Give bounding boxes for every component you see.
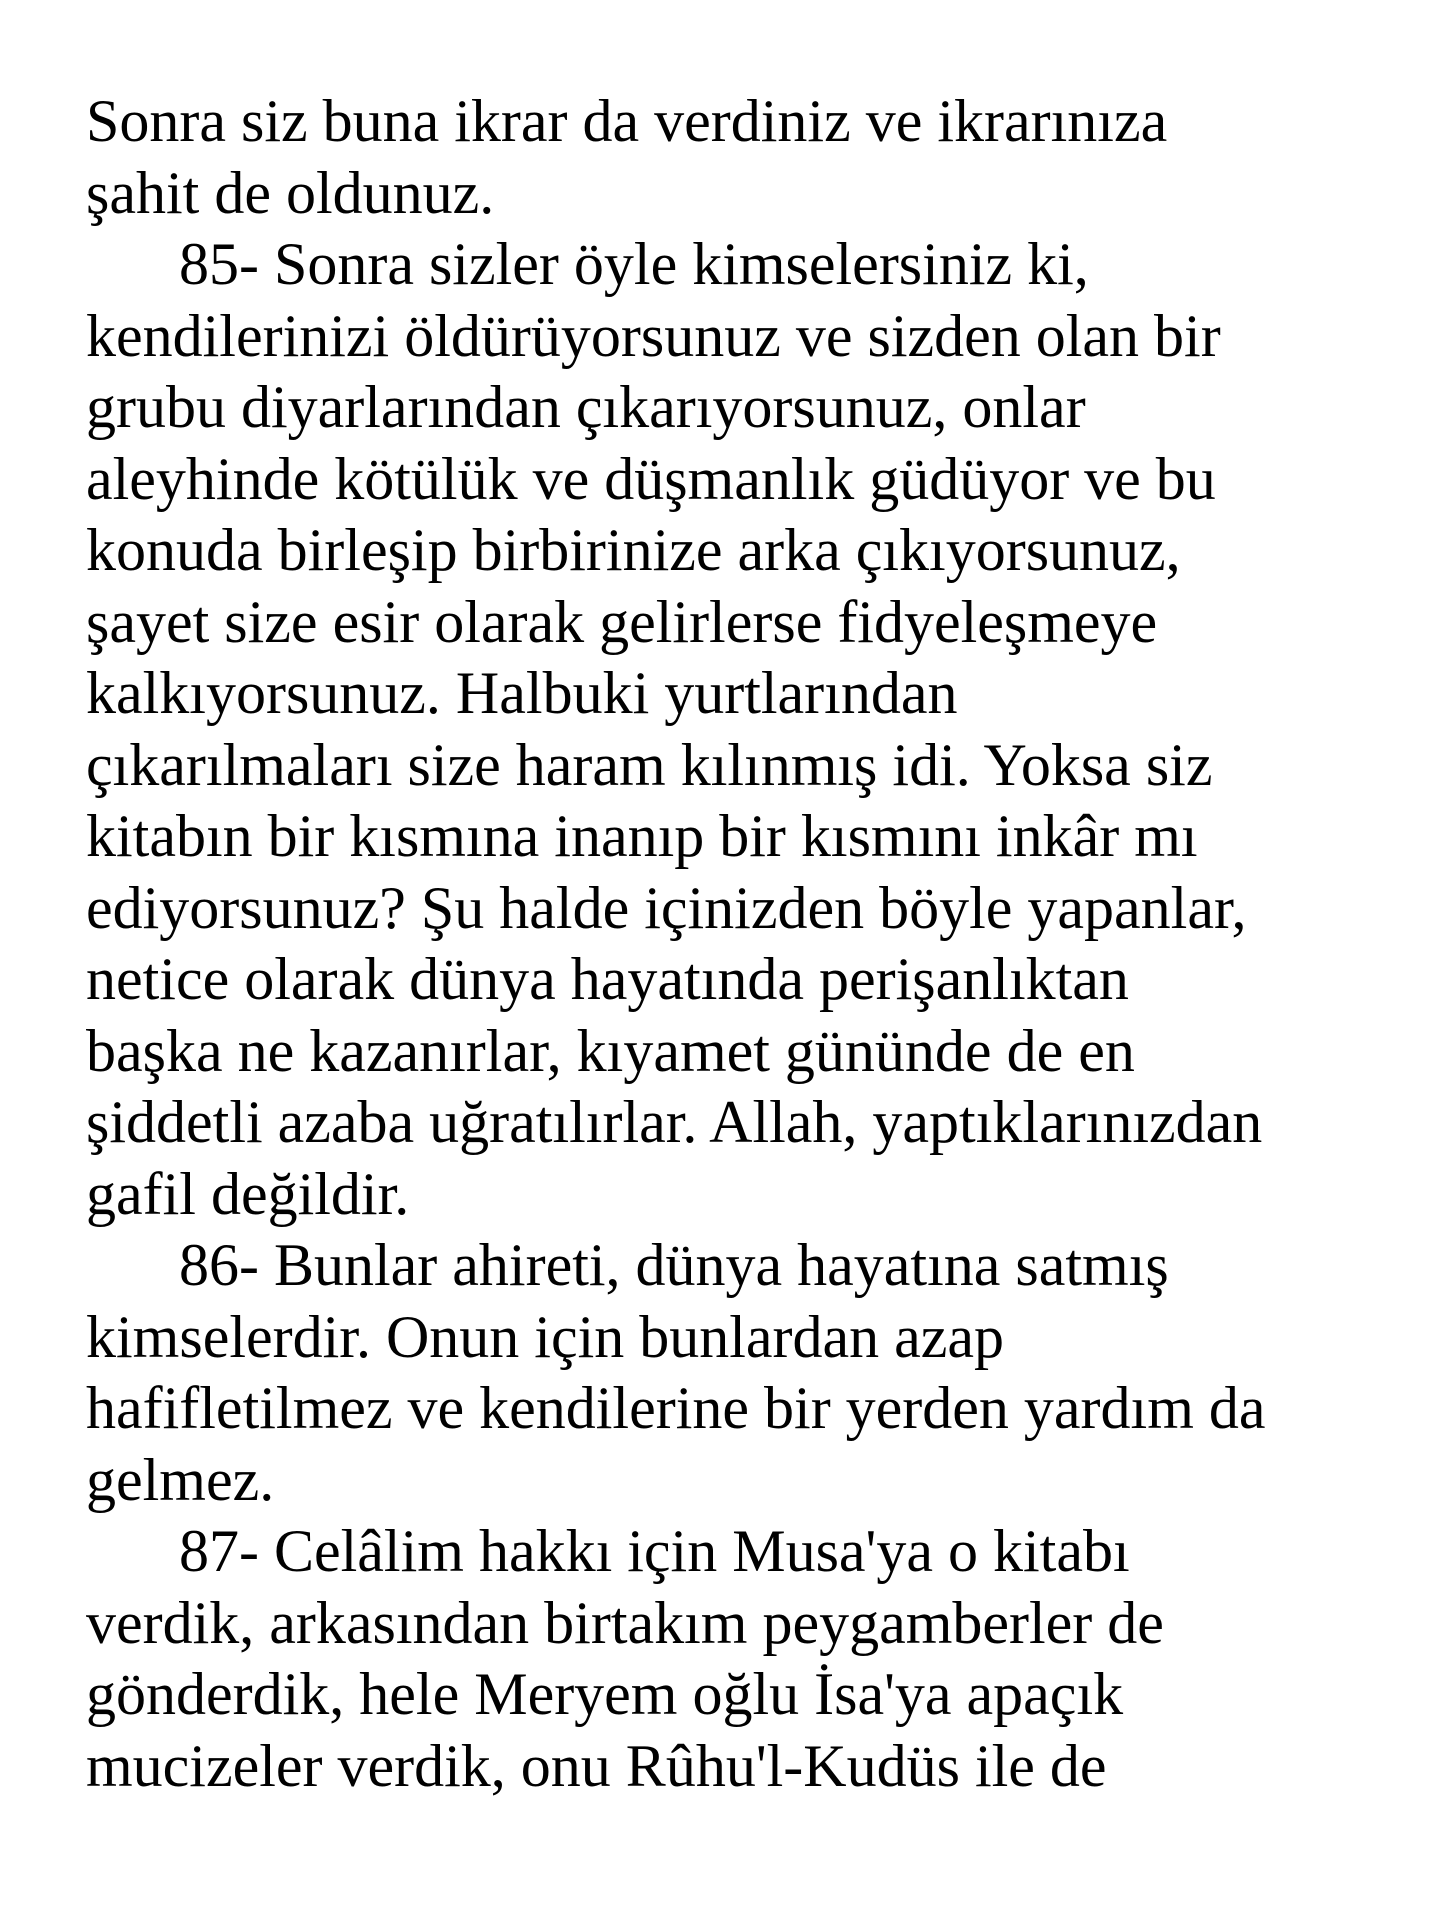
- text-line: gafil değildir.: [86, 1160, 410, 1227]
- text-line: kimselerdir. Onun için bunlardan azap: [86, 1303, 1005, 1370]
- text-line: mucizeler verdik, onu Rûhu'l-Kudüs ile de: [86, 1732, 1107, 1799]
- text-line: aleyhinde kötülük ve düşmanlık güdüyor ve bu: [86, 445, 1216, 512]
- text-line: çıkarılmaları size haram kılınmış idi. Yoksa siz: [86, 731, 1213, 798]
- text-line: gelmez.: [86, 1446, 275, 1513]
- verse-86-start: 86- Bunlar ahireti, dünya hayatına satmış: [179, 1232, 1169, 1298]
- text-line: şiddetli azaba uğratılırlar. Allah, yaptıklarınızdan: [86, 1089, 1263, 1155]
- text-line: Sonra siz buna ikrar da verdiniz ve ikrarınıza: [86, 88, 1168, 154]
- text-line: konuda birleşip birbirinize arka çıkıyorsunuz,: [86, 517, 1181, 583]
- verse-87-start: 87- Celâlim hakkı için Musa'ya o kitabı: [179, 1518, 1130, 1584]
- text-line: şahit de oldunuz.: [86, 159, 495, 226]
- text-line: kitabın bir kısmına inanıp bir kısmını inkâr mı: [86, 803, 1198, 869]
- text-line: gönderdik, hele Meryem oğlu İsa'ya apaçık: [86, 1661, 1124, 1727]
- text-line: grubu diyarlarından çıkarıyorsunuz, onlar: [86, 374, 1086, 440]
- text-line: verdik, arkasından birtakım peygamberler de: [86, 1589, 1164, 1656]
- document-page: [86, 86, 1406, 1802]
- text-line: kalkıyorsunuz. Halbuki yurtlarından: [86, 660, 958, 726]
- text-line: başka ne kazanırlar, kıyamet gününde de en: [86, 1017, 1135, 1084]
- text-line: kendilerinizi öldürüyorsunuz ve sizden olan bir: [86, 302, 1221, 369]
- text-line: hafifletilmez ve kendilerine bir yerden yardım da: [86, 1375, 1266, 1441]
- verse-85-start: 85- Sonra sizler öyle kimselersiniz ki,: [179, 231, 1089, 297]
- text-line: şayet size esir olarak gelirlerse fidyeleşmeye: [86, 588, 1158, 655]
- text-line: ediyorsunuz? Şu halde içinizden böyle yapanlar,: [86, 874, 1247, 941]
- text-line: netice olarak dünya hayatında perişanlıktan: [86, 946, 1129, 1012]
